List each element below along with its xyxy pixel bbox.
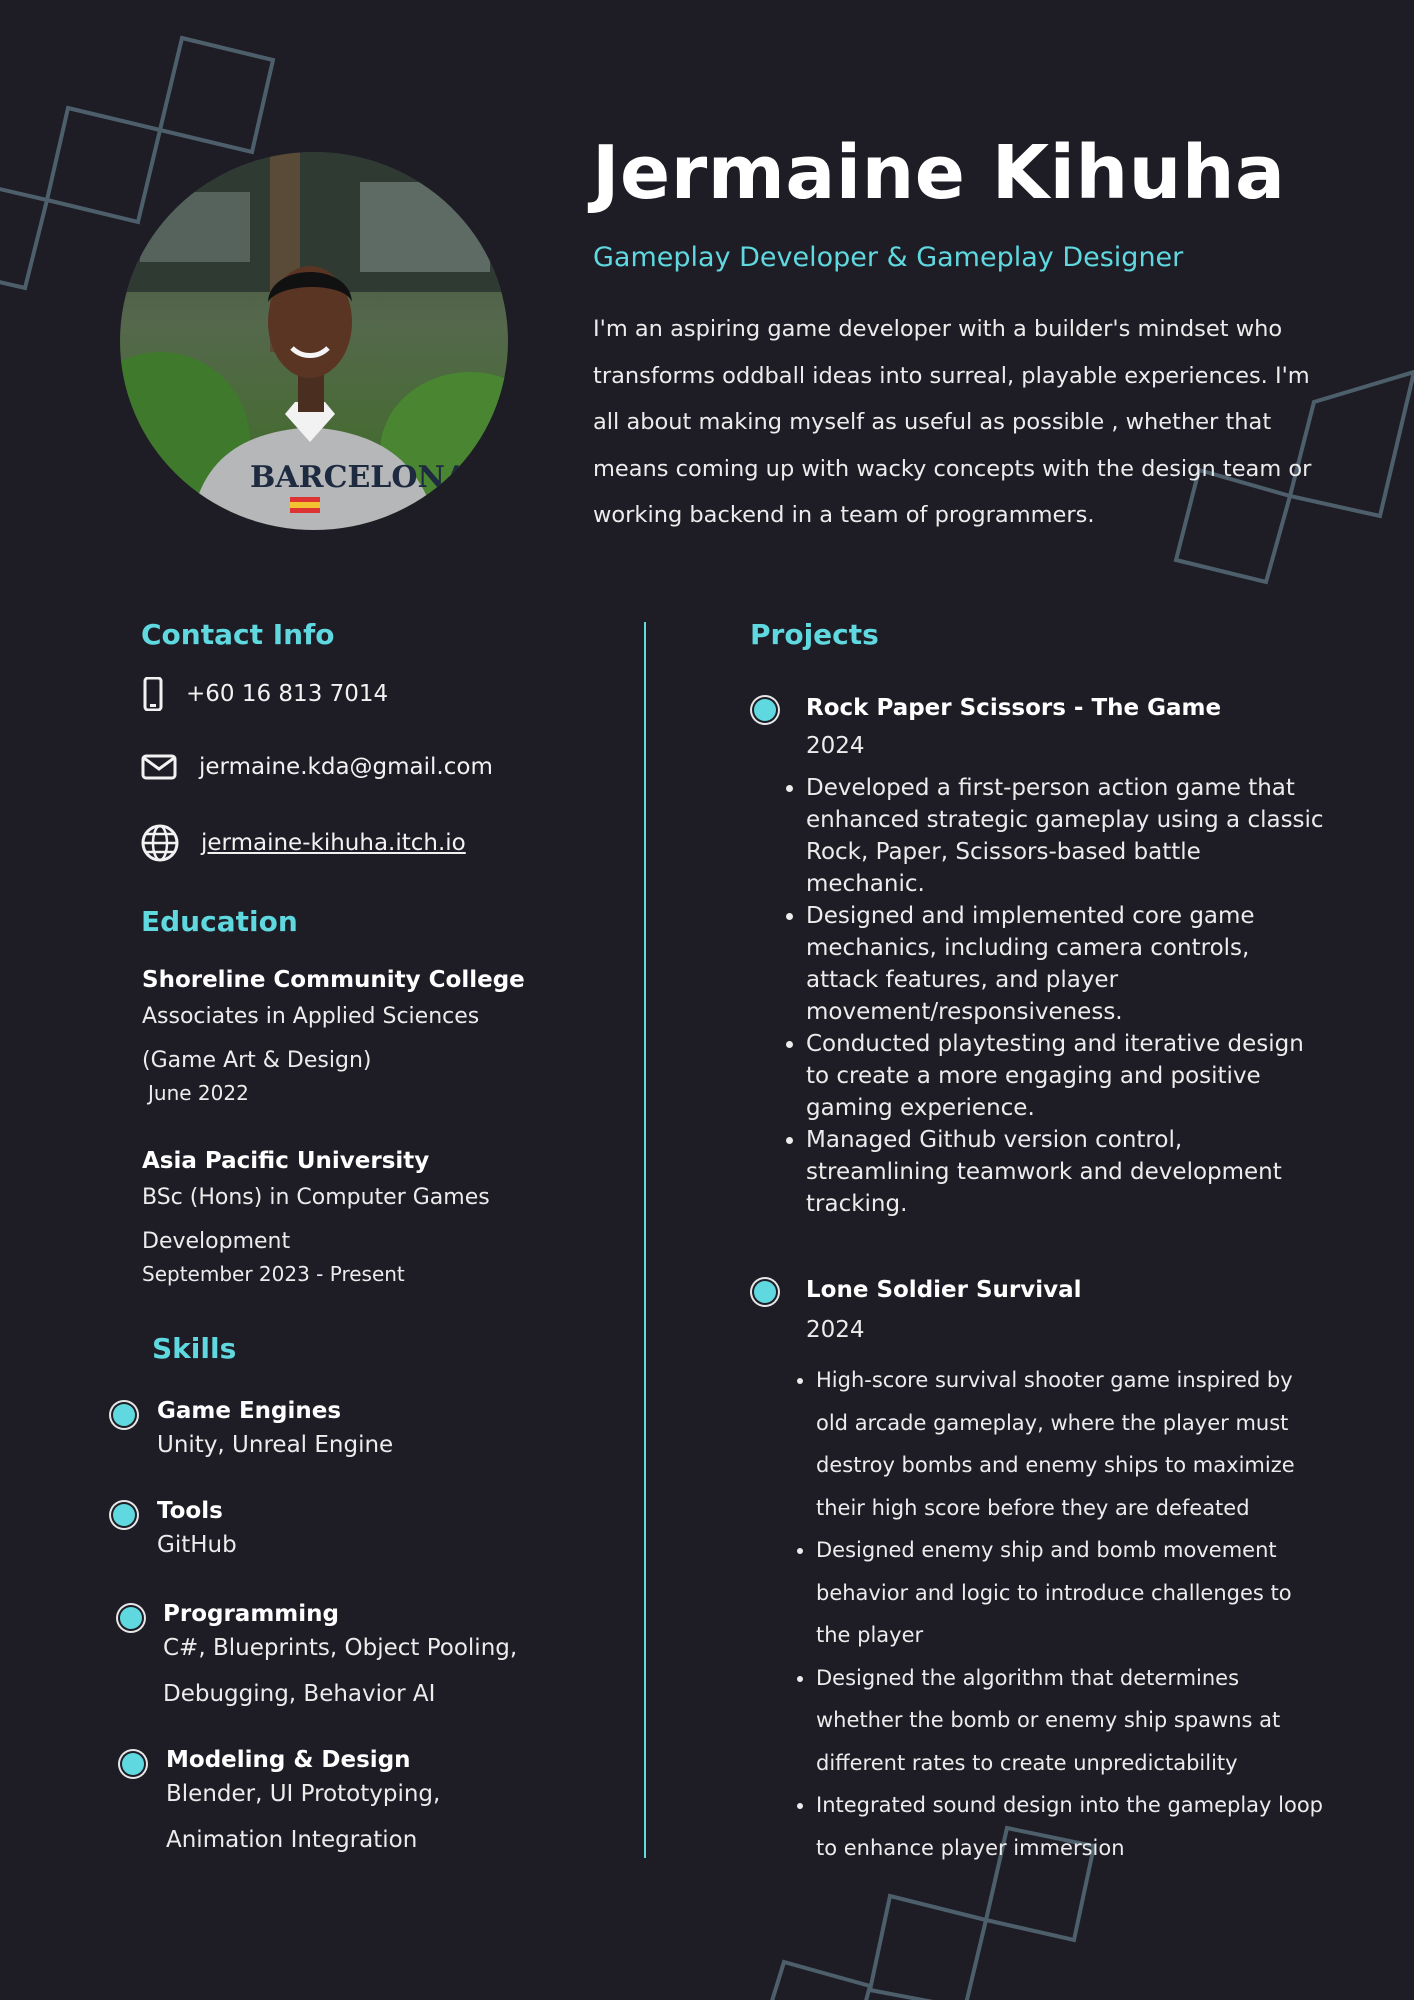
education-school: Shoreline Community College [142, 967, 525, 993]
education-date: June 2022 [148, 1081, 249, 1105]
skill-bullet-icon [113, 1404, 135, 1426]
skill-title: Game Engines [157, 1398, 342, 1424]
svg-text:BARCELONA: BARCELONA [250, 460, 469, 495]
diamond-top-left-3 [0, 178, 47, 288]
education-date: September 2023 - Present [142, 1262, 405, 1286]
project-bullet-text: • Designed enemy ship and bomb movement behavior and logic to introduce challenges to the player [816, 1529, 1328, 1657]
education-school: Asia Pacific University [142, 1148, 430, 1174]
skill-list: Blender, UI Prototyping, Animation Integration [166, 1781, 441, 1853]
project-title: Rock Paper Scissors - The Game [806, 695, 1222, 721]
education-degree: Associates in Applied Sciences (Game Art & Design) [142, 1004, 480, 1073]
project-bullet-icon [754, 1281, 776, 1303]
skill-list: GitHub [157, 1532, 237, 1558]
project-bullet-text: • Designed and implemented core game mechanics, including camera controls, attack features, and player movement/responsiveness. [806, 900, 1326, 1028]
project-bullets [782, 772, 1326, 1220]
profile-name: Jermaine Kihuha [592, 130, 1286, 216]
diamond-top-left-2 [47, 108, 160, 222]
profile-photo [120, 152, 508, 530]
mail-icon [141, 750, 177, 784]
education-degree: BSc (Hons) in Computer Games Development [142, 1185, 490, 1254]
profile-photo-illustration [120, 152, 508, 530]
project-bullets [792, 1359, 1328, 1869]
project-year: 2024 [806, 1317, 865, 1343]
project-bullet-text: • Integrated sound design into the gameplay loop to enhance player immersion [816, 1784, 1328, 1869]
contact-email-text: jermaine.kda@gmail.com [199, 754, 493, 780]
project-year: 2024 [806, 733, 865, 759]
contact-phone-text: +60 16 813 7014 [186, 681, 389, 707]
skill-list: Unity, Unreal Engine [157, 1432, 394, 1458]
skill-list: C#, Blueprints, Object Pooling, Debugging, Behavior AI [163, 1635, 518, 1707]
diamond-bottom-3 [760, 1962, 870, 2000]
skill-bullet-icon [113, 1504, 135, 1526]
project-title: Lone Soldier Survival [806, 1277, 1082, 1303]
project-bullet-text: • High-score survival shooter game inspired by old arcade gameplay, where the player must destroy bombs and enemy ships to maximize their high score before they are defeated [816, 1359, 1328, 1529]
skill-title: Tools [157, 1498, 223, 1524]
contact-phone[interactable] [141, 677, 388, 711]
skill-bullet-icon [120, 1607, 142, 1629]
diamond-bottom-2 [870, 1896, 986, 2000]
profile-role: Gameplay Developer & Gameplay Designer [593, 242, 1184, 273]
project-bullet-text: • Managed Github version control, streamlining teamwork and development tracking. [806, 1124, 1326, 1220]
skill-title: Modeling & Design [166, 1747, 411, 1773]
education-item [142, 967, 525, 1105]
project-bullet-icon [754, 699, 776, 721]
phone-icon [141, 677, 165, 711]
contact-website[interactable] [141, 824, 466, 862]
globe-icon [141, 824, 179, 862]
project-bullet-text: • Designed the algorithm that determines whether the bomb or enemy ship spawns at different rates to create unpredictability [816, 1657, 1328, 1785]
education-item [142, 1148, 532, 1286]
education-title: Education [141, 905, 298, 938]
contact-title: Contact Info [141, 618, 335, 651]
projects-title: Projects [750, 618, 879, 651]
column-divider [644, 622, 646, 1858]
project-bullet-text: • Conducted playtesting and iterative design to create a more engaging and positive gaming experience. [806, 1028, 1326, 1124]
skill-title: Programming [163, 1601, 339, 1627]
contact-email[interactable] [141, 750, 493, 784]
diamond-top-left-1 [160, 38, 273, 152]
profile-bio: I'm an aspiring game developer with a builder's mindset who transforms oddball ideas into surreal, playable experiences. I'm all about making myself as useful as possible , whether that means coming up with wacky concepts with the design team or working backend in a team of programmers. [593, 316, 1312, 528]
project-bullet-text: • Developed a first-person action game that enhanced strategic gameplay using a classic Rock, Paper, Scissors-based battle mechanic. [806, 772, 1326, 900]
skill-bullet-icon [122, 1753, 144, 1775]
contact-website-link[interactable]: jermaine-kihuha.itch.io [201, 830, 466, 856]
skills-title: Skills [152, 1332, 237, 1365]
